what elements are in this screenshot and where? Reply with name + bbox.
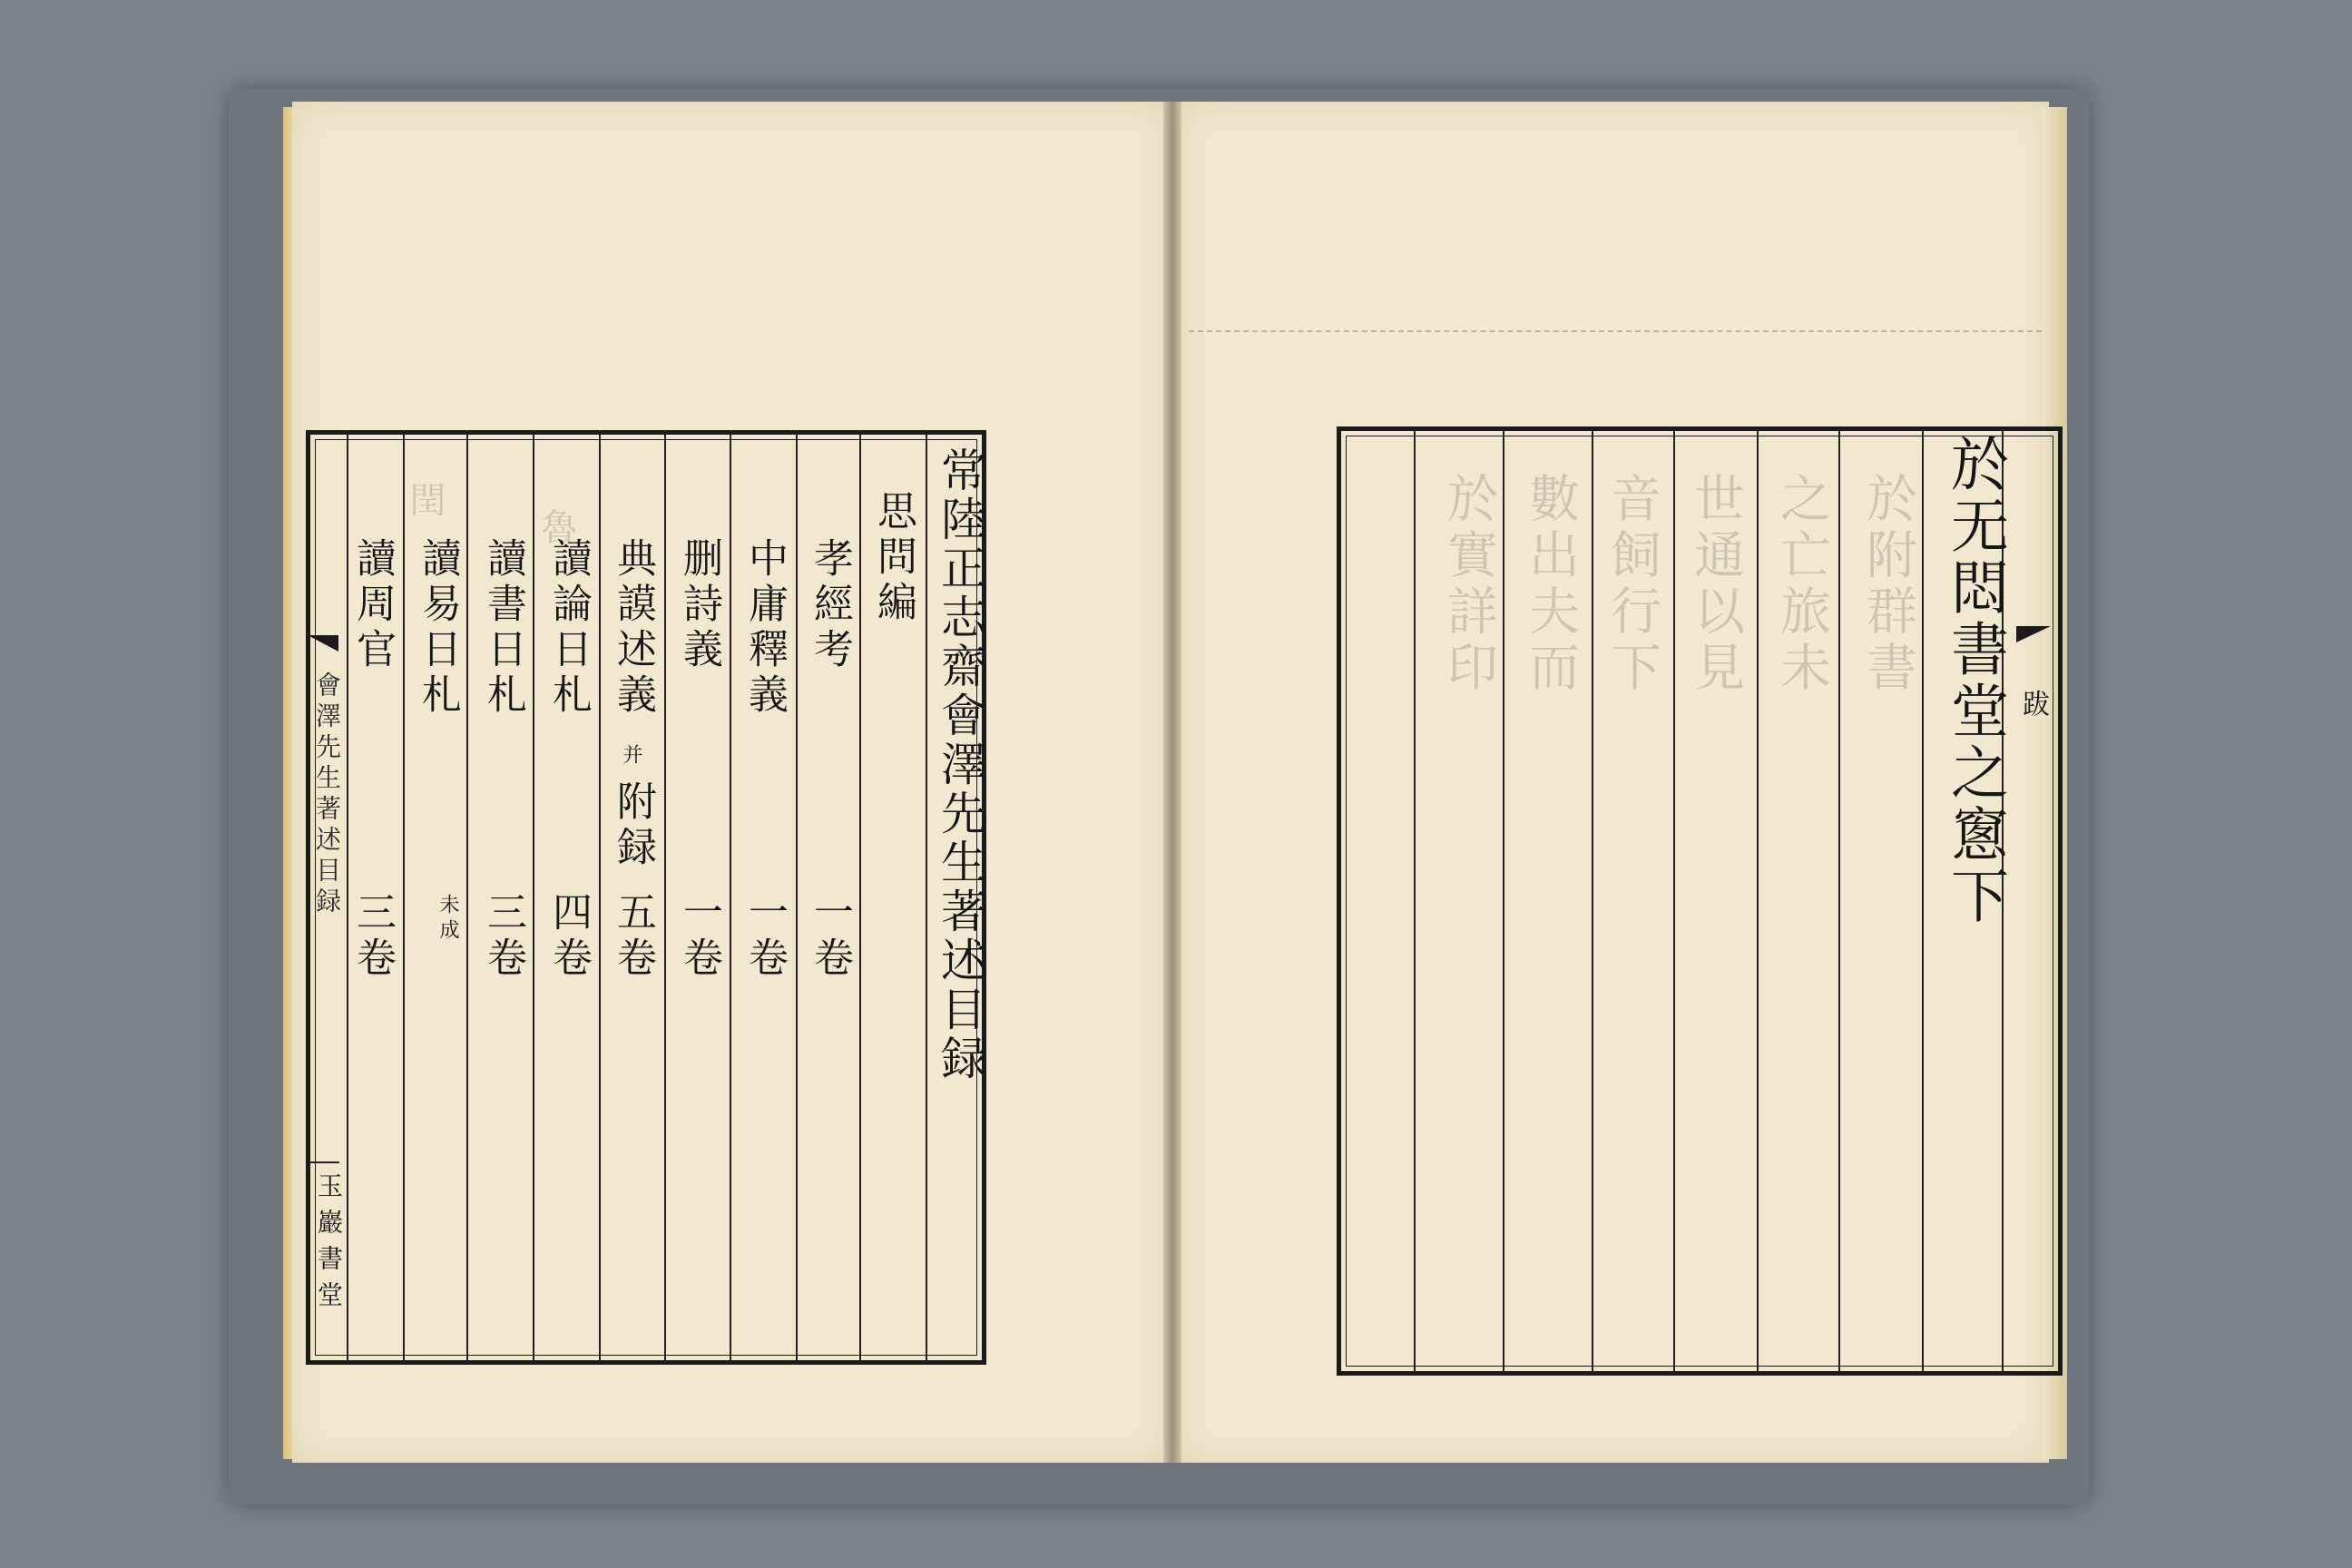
fishtail-mark-right <box>2016 626 2051 642</box>
bleed-through-text: 於實詳印 <box>1439 472 1498 697</box>
bleed-through-text: 之亡旅未 <box>1772 472 1831 697</box>
entry-name: 中庸釋義 <box>741 537 788 719</box>
entry-name: 典謨述義 <box>610 537 656 719</box>
entry-volumes: 一卷 <box>676 891 722 982</box>
section-heading: 思問編 <box>870 490 916 626</box>
entry-name-cont: 附録 <box>610 780 656 871</box>
bleed-through-text: 閏 <box>404 481 446 523</box>
colophon-title: 於无悶書堂之窻下 <box>1941 434 2008 927</box>
bleed-through-text: 世通以見 <box>1686 472 1745 697</box>
bleed-through-text: 數出夫而 <box>1521 472 1580 697</box>
publisher-name: 玉巖書堂 <box>314 1172 344 1318</box>
book-gutter <box>1163 102 1181 1463</box>
entry-volumes: 三卷 <box>480 891 526 982</box>
entry-name: 删詩義 <box>676 537 722 673</box>
publisher-box <box>309 1161 344 1354</box>
catalog-title: 常陸正志齋會澤先生著述目録 <box>934 446 986 1083</box>
entry-name: 讀周官 <box>349 537 396 673</box>
entry-note: 未成 <box>436 894 459 945</box>
entry-name: 孝經考 <box>807 537 853 673</box>
fishtail-mark-left <box>308 635 338 652</box>
entry-name: 讀論日札 <box>545 537 592 719</box>
entry-volumes: 五卷 <box>610 891 656 982</box>
entry-note: 并 <box>620 744 642 769</box>
bleed-through-text: 音飼行下 <box>1602 472 1661 697</box>
bleed-through-text: 於附群書 <box>1858 472 1917 697</box>
entry-volumes: 三卷 <box>349 891 396 982</box>
entry-name: 讀易日札 <box>415 537 461 719</box>
entry-volumes: 一卷 <box>807 891 853 982</box>
page-crease <box>1189 330 2042 332</box>
entry-volumes: 一卷 <box>741 891 788 982</box>
margin-title: 會澤先生著述目録 <box>312 671 342 918</box>
margin-mark: 跋 <box>2017 690 2049 722</box>
bleed-through-text: 魯 <box>535 508 577 550</box>
entry-name: 讀書日札 <box>480 537 526 719</box>
entry-volumes: 四卷 <box>545 891 592 982</box>
